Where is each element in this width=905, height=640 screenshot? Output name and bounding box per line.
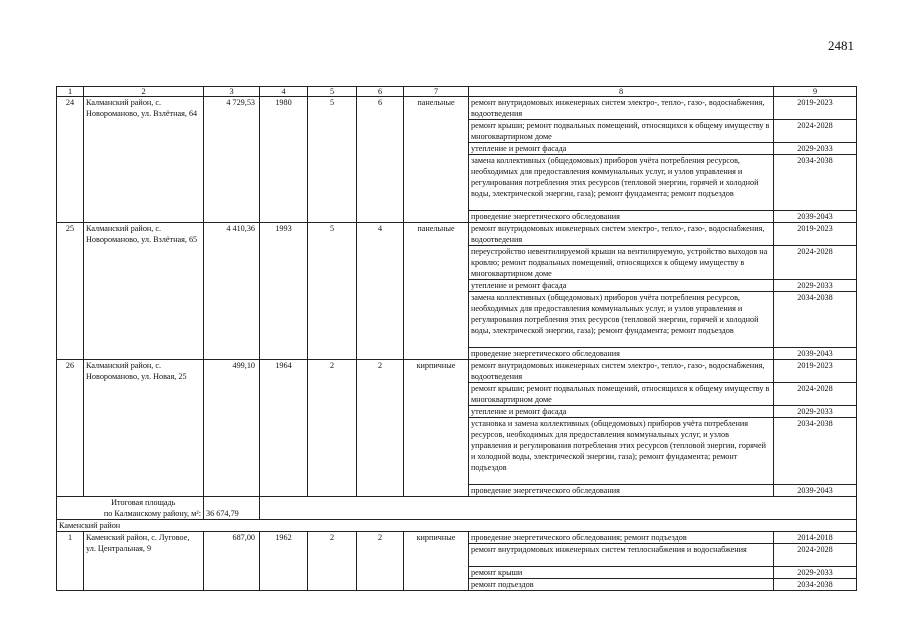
work-term: 2029-2033: [774, 567, 857, 579]
header-cell: 2: [84, 87, 204, 97]
total-label-line1: Итоговая площадь: [111, 498, 176, 507]
table-row: [57, 97, 857, 120]
house-entrances: 6: [357, 97, 404, 223]
district-row: [57, 520, 857, 532]
work-description: ремонт внутридомовых инженерных систем электро-, тепло-, газо-, водоснабжения, водоотведения: [469, 223, 774, 246]
house-material: кирпичные: [404, 532, 469, 591]
total-label: [84, 497, 204, 520]
house-address: Калманский район, с. Новороманово, ул. Взлётная, 65: [84, 223, 204, 360]
work-description: утепление и ремонт фасада: [469, 143, 774, 155]
work-description: проведение энергетического обследования; ремонт подъездов: [469, 532, 774, 544]
house-entrances: 4: [357, 223, 404, 360]
total-value: 36 674,79: [204, 497, 260, 520]
header-cell: 6: [357, 87, 404, 97]
header-cell: 7: [404, 87, 469, 97]
house-area: 4 729,53: [204, 97, 260, 223]
district-name: Каменский район: [57, 520, 857, 532]
total-label-line2: по Калманскому району, м²:: [103, 509, 201, 518]
house-material: кирпичные: [404, 360, 469, 497]
house-number: 24: [57, 97, 84, 223]
header-cell: 1: [57, 87, 84, 97]
work-description: замена коллективных (общедомовых) приборов учёта потребления ресурсов, необходимых для предоставления коммунальных услуг, и узлов управления и регулирования потребления этих ресурсов (тепловой энергии, горячей и холодной воды, электрической энергии, газа); ремонт фундамента; ремонт подъездов: [469, 155, 774, 211]
work-term: 2019-2023: [774, 360, 857, 383]
page-number: 2481: [828, 38, 854, 53]
header-row: [57, 87, 857, 97]
work-description: утепление и ремонт фасада: [469, 406, 774, 418]
house-floors: 2: [308, 360, 357, 497]
header-cell: 4: [260, 87, 308, 97]
house-address: Калманский район, с. Новороманово, ул. Новая, 25: [84, 360, 204, 497]
house-floors: 5: [308, 97, 357, 223]
total-row: [57, 497, 857, 520]
work-description: проведение энергетического обследования: [469, 211, 774, 223]
house-year: 1993: [260, 223, 308, 360]
work-term: 2014-2018: [774, 532, 857, 544]
house-material: панельные: [404, 223, 469, 360]
work-description: переустройство невентилируемой крыши на вентилируемую, устройство выходов на кровлю; ремонт подвальных помещений, относящихся к общему имуществу в многоквартирном доме: [469, 246, 774, 280]
work-term: 2019-2023: [774, 97, 857, 120]
work-description: установка и замена коллективных (общедомовых) приборов учёта потребления ресурсов, необходимых для предоставления коммунальных услуг, и узлов управления и регулирования потребления этих ресурсов (тепловой энергии, горячей и холодной воды, электрической энергии, газа); ремонт фундамента; ремонт подъездов: [469, 418, 774, 485]
work-term: 2019-2023: [774, 223, 857, 246]
house-material: панельные: [404, 97, 469, 223]
house-address: Калманский район, с. Новороманово, ул. Взлётная, 64: [84, 97, 204, 223]
table-row: [57, 532, 857, 544]
work-term: 2034-2038: [774, 155, 857, 211]
work-description: ремонт внутридомовых инженерных систем электро-, тепло-, газо-, водоснабжения, водоотведения: [469, 360, 774, 383]
house-number: 25: [57, 223, 84, 360]
work-term: 2034-2038: [774, 579, 857, 591]
header-cell: 3: [204, 87, 260, 97]
work-description: ремонт внутридомовых инженерных систем теплоснабжения и водоснабжения: [469, 544, 774, 567]
house-year: 1962: [260, 532, 308, 591]
work-term: 2024-2028: [774, 383, 857, 406]
house-address: Каменский район, с. Луговое, ул. Центральная, 9: [84, 532, 204, 591]
work-term: 2024-2028: [774, 544, 857, 567]
header-cell: 8: [469, 87, 774, 97]
house-number: 26: [57, 360, 84, 497]
work-description: ремонт подъездов: [469, 579, 774, 591]
house-year: 1964: [260, 360, 308, 497]
table-row: [57, 223, 857, 246]
work-description: ремонт внутридомовых инженерных систем электро-, тепло-, газо-, водоснабжения, водоотведения: [469, 97, 774, 120]
work-term: 2034-2038: [774, 292, 857, 348]
house-floors: 5: [308, 223, 357, 360]
header-cell: 5: [308, 87, 357, 97]
house-entrances: 2: [357, 532, 404, 591]
house-year: 1980: [260, 97, 308, 223]
work-description: ремонт крыши: [469, 567, 774, 579]
house-area: 4 410,36: [204, 223, 260, 360]
header-cell: 9: [774, 87, 857, 97]
work-term: 2029-2033: [774, 406, 857, 418]
house-floors: 2: [308, 532, 357, 591]
work-term: 2029-2033: [774, 143, 857, 155]
table-row: [57, 360, 857, 383]
work-term: 2034-2038: [774, 418, 857, 485]
work-term: 2039-2043: [774, 348, 857, 360]
work-term: 2039-2043: [774, 485, 857, 497]
work-description: утепление и ремонт фасада: [469, 280, 774, 292]
house-area: 499,10: [204, 360, 260, 497]
work-term: 2024-2028: [774, 120, 857, 143]
work-description: проведение энергетического обследования: [469, 348, 774, 360]
work-description: проведение энергетического обследования: [469, 485, 774, 497]
house-entrances: 2: [357, 360, 404, 497]
work-description: ремонт крыши; ремонт подвальных помещений, относящихся к общему имуществу в многоквартирном доме: [469, 120, 774, 143]
house-area: 687,00: [204, 532, 260, 591]
work-description: ремонт крыши; ремонт подвальных помещений, относящихся к общему имуществу в многоквартирном доме: [469, 383, 774, 406]
work-term: 2039-2043: [774, 211, 857, 223]
capital-repair-table: [56, 86, 857, 591]
house-number: 1: [57, 532, 84, 591]
work-term: 2024-2028: [774, 246, 857, 280]
work-description: замена коллективных (общедомовых) приборов учёта потребления ресурсов, необходимых для предоставления коммунальных услуг, и узлов управления и регулирования потребления этих ресурсов (тепловой энергии, горячей и холодной воды, электрической энергии, газа); ремонт фундамента; ремонт подъездов: [469, 292, 774, 348]
work-term: 2029-2033: [774, 280, 857, 292]
